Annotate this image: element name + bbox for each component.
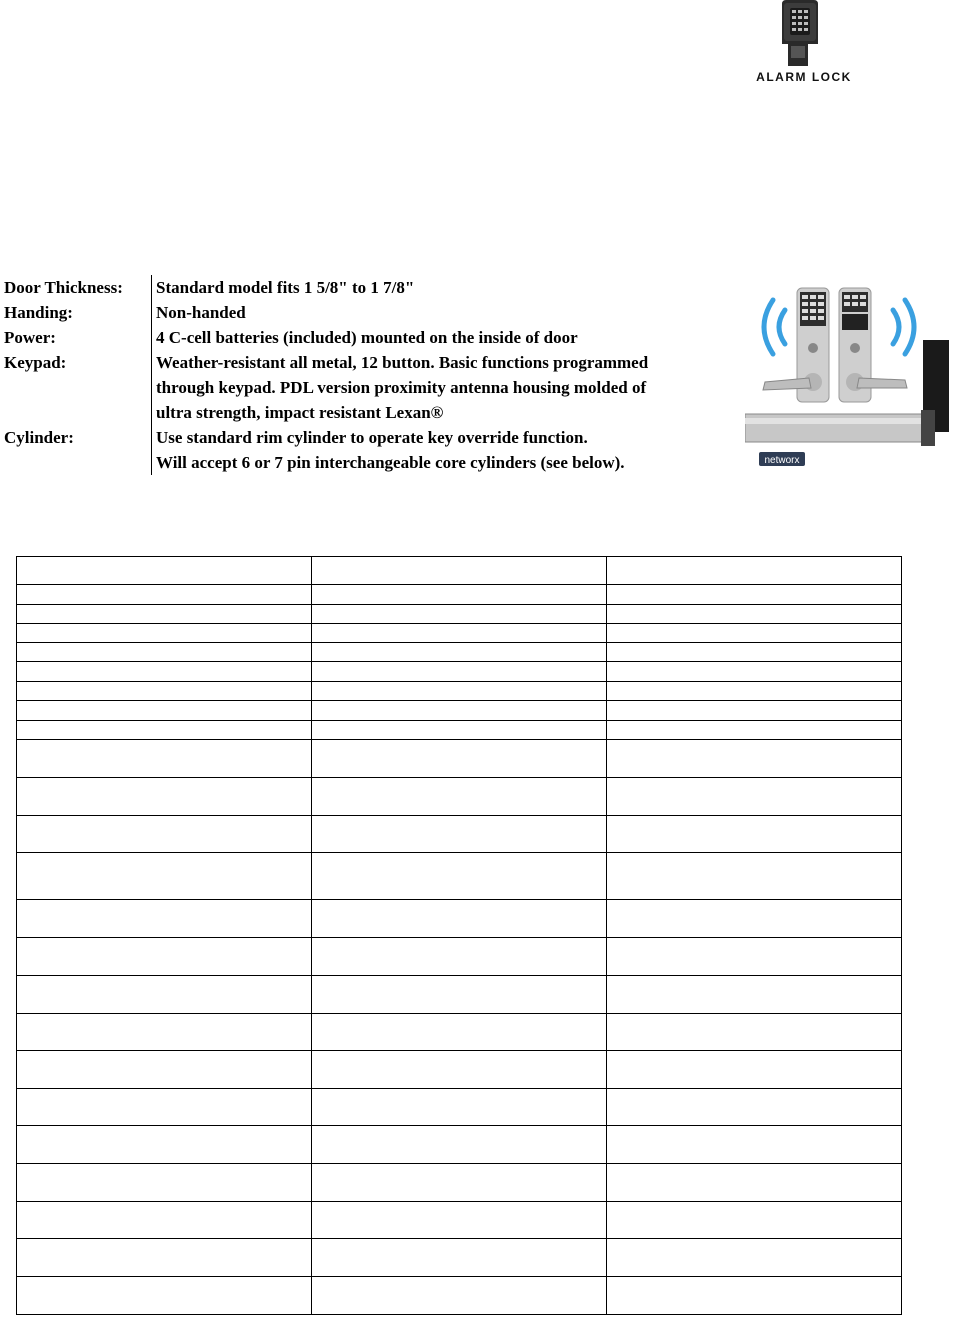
table-cell [312, 1051, 607, 1089]
table-cell [312, 682, 607, 701]
product-photo [745, 282, 950, 472]
table-row [17, 643, 902, 662]
table-cell [607, 662, 902, 682]
table-cell [607, 701, 902, 721]
networx-badge: networx [764, 455, 800, 466]
table-row [17, 1239, 902, 1277]
table-row [17, 900, 902, 938]
table-cell [607, 643, 902, 662]
table-cell [607, 721, 902, 740]
spec-label: Power: [4, 328, 56, 347]
table-row [17, 721, 902, 740]
table-cell [17, 605, 312, 624]
table-row [17, 605, 902, 624]
table-cell [312, 740, 607, 778]
table-cell [607, 585, 902, 605]
table-row [17, 701, 902, 721]
table-cell [17, 1014, 312, 1051]
spec-label: Handing: [4, 303, 73, 322]
table-cell [312, 585, 607, 605]
table-row [17, 1202, 902, 1239]
table-cell [607, 1126, 902, 1164]
table-row [17, 662, 902, 682]
spec-value-line: Weather-resistant all metal, 12 button. Basic functions programmed [156, 353, 649, 372]
alarm-lock-logo [736, 0, 868, 88]
table-cell [312, 1239, 607, 1277]
table-cell [312, 1089, 607, 1126]
table-cell [607, 1014, 902, 1051]
product-table [16, 556, 902, 1315]
table-cell [17, 643, 312, 662]
spec-value-line: ultra strength, impact resistant Lexan® [156, 403, 444, 422]
table-cell [312, 1126, 607, 1164]
logo-brand-text: ALARM LOCK [756, 70, 852, 84]
table-cell [312, 643, 607, 662]
specifications-list [4, 275, 734, 475]
spec-value [151, 275, 734, 300]
table-cell [312, 900, 607, 938]
spec-value [151, 425, 734, 475]
spec-value-line: Non-handed [156, 303, 246, 322]
table-cell [17, 1239, 312, 1277]
table-cell [17, 853, 312, 900]
table-cell [312, 605, 607, 624]
table-cell [17, 900, 312, 938]
table-cell [312, 976, 607, 1014]
spec-row [4, 425, 734, 475]
table-cell [607, 938, 902, 976]
table-cell [312, 938, 607, 976]
table-cell [607, 853, 902, 900]
table-cell [607, 682, 902, 701]
table-cell [17, 778, 312, 816]
keypad-lever-lock-left [763, 288, 829, 402]
table-row [17, 1089, 902, 1126]
table-row [17, 557, 902, 585]
table-cell [607, 557, 902, 585]
spec-value-line: 4 C-cell batteries (included) mounted on the inside of door [156, 328, 578, 347]
spec-value-line: Will accept 6 or 7 pin interchangeable core cylinders (see below). [156, 453, 625, 472]
table-cell [607, 740, 902, 778]
table-cell [607, 1164, 902, 1202]
table-row [17, 1051, 902, 1089]
table-cell [312, 1014, 607, 1051]
table-row [17, 1126, 902, 1164]
table-cell [607, 900, 902, 938]
table-cell [312, 1202, 607, 1239]
table-cell [312, 853, 607, 900]
table-cell [17, 976, 312, 1014]
table-cell [312, 1277, 607, 1315]
table-cell [607, 976, 902, 1014]
table-cell [17, 1089, 312, 1126]
table-row [17, 1014, 902, 1051]
table-cell [17, 740, 312, 778]
table-cell [312, 557, 607, 585]
keypad-lock-icon [778, 0, 826, 68]
table-row [17, 682, 902, 701]
table-cell [17, 1126, 312, 1164]
table-row [17, 740, 902, 778]
spec-value [151, 325, 734, 350]
table-cell [17, 682, 312, 701]
table-cell [607, 1277, 902, 1315]
table-cell [17, 585, 312, 605]
table-cell [312, 701, 607, 721]
table-cell [17, 557, 312, 585]
table-row [17, 938, 902, 976]
spec-label: Door Thickness: [4, 278, 123, 297]
spec-value-line: through keypad. PDL version proximity antenna housing molded of [156, 378, 647, 397]
table-cell [17, 701, 312, 721]
table-cell [17, 624, 312, 643]
table-row [17, 624, 902, 643]
table-row [17, 1164, 902, 1202]
spec-label: Keypad: [4, 353, 67, 372]
table-cell [312, 721, 607, 740]
table-row [17, 1277, 902, 1315]
table-cell [607, 624, 902, 643]
spec-value [151, 350, 734, 425]
table-cell [17, 1051, 312, 1089]
spec-value [151, 300, 734, 325]
table-cell [312, 778, 607, 816]
table-cell [312, 1164, 607, 1202]
table-cell [607, 1202, 902, 1239]
table-row [17, 976, 902, 1014]
table-cell [17, 1164, 312, 1202]
table-cell [607, 605, 902, 624]
table-row [17, 778, 902, 816]
table-cell [607, 1051, 902, 1089]
table-cell [17, 938, 312, 976]
table-cell [17, 1277, 312, 1315]
table-cell [607, 1089, 902, 1126]
keypad-lever-lock-right [839, 288, 907, 402]
table-cell [17, 1202, 312, 1239]
table-cell [17, 721, 312, 740]
table-cell [312, 816, 607, 853]
table-cell [312, 662, 607, 682]
table-cell [607, 1239, 902, 1277]
spec-row [4, 325, 734, 350]
spec-value-line: Standard model fits 1 5/8" to 1 7/8" [156, 278, 415, 297]
spec-row [4, 350, 734, 425]
table-cell [17, 662, 312, 682]
table-cell [17, 816, 312, 853]
spec-row [4, 275, 734, 300]
spec-label: Cylinder: [4, 428, 74, 447]
table-cell [607, 778, 902, 816]
table-row [17, 585, 902, 605]
table-row [17, 853, 902, 900]
table-cell [607, 816, 902, 853]
spec-value-line: Use standard rim cylinder to operate key override function. [156, 428, 588, 447]
table-cell [312, 624, 607, 643]
table-row [17, 816, 902, 853]
spec-row [4, 300, 734, 325]
